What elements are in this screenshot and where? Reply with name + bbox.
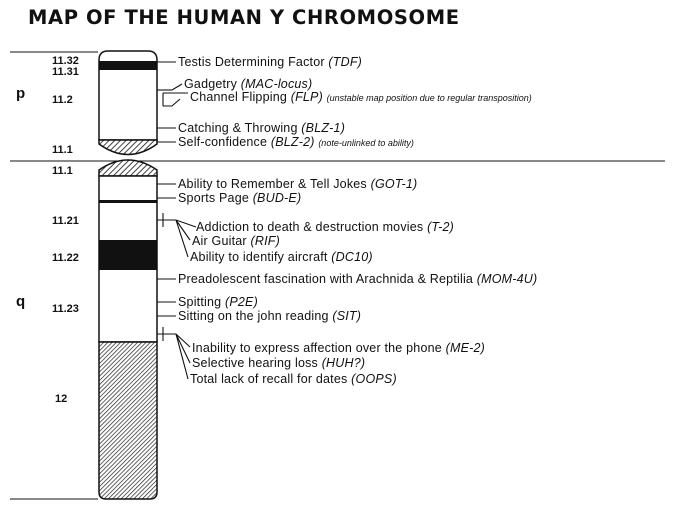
p-arm — [99, 51, 157, 155]
gene-symbol: (OOPS) — [351, 372, 397, 386]
band-label-11-21: 11.21 — [52, 215, 79, 227]
gene-symbol: (ME-2) — [445, 341, 485, 355]
gene-note: (unstable map position due to regular transposition) — [326, 93, 532, 103]
band-q12-hatched — [99, 342, 157, 499]
gene-name: Catching & Throwing — [178, 121, 298, 135]
band-label-11-2: 11.2 — [52, 94, 73, 106]
band-label-11-22: 11.22 — [52, 252, 79, 264]
band-label-11-1-q: 11.1 — [52, 165, 73, 177]
band-label-12: 12 — [55, 393, 68, 405]
band-p11-1-hatched — [99, 140, 157, 155]
band-label-11-32: 11.32 — [52, 55, 79, 67]
gene-note: (note-unlinked to ability) — [318, 138, 414, 148]
gene-symbol: (FLP) — [290, 90, 323, 104]
gene-leader-lines — [157, 62, 196, 379]
gene-name: Preadolescent fascination with Arachnida & Reptilia — [178, 272, 474, 286]
gene-name: Ability to identify aircraft — [190, 250, 328, 264]
gene-name: Gadgetry — [184, 77, 238, 91]
gene-name: Selective hearing loss — [192, 356, 318, 370]
gene-label — [178, 135, 414, 150]
gene-name: Total lack of recall for dates — [190, 372, 348, 386]
gene-symbol: (SIT) — [332, 309, 362, 323]
gene-label — [190, 250, 373, 264]
gene-label — [178, 309, 361, 323]
gene-name: Testis Determining Factor — [178, 55, 325, 69]
q-arm — [99, 160, 157, 499]
gene-name: Ability to Remember & Tell Jokes — [178, 177, 367, 191]
band-p11-32-dark — [99, 61, 157, 70]
gene-symbol: (DC10) — [331, 250, 373, 264]
band-q11-22-dark — [99, 240, 157, 270]
gene-name: Addiction to death & destruction movies — [196, 220, 424, 234]
gene-symbol: (HUH?) — [321, 356, 366, 370]
band-q11-21-stripe — [99, 200, 157, 203]
gene-label — [190, 372, 397, 386]
gene-name: Sitting on the john reading — [178, 309, 329, 323]
gene-label — [178, 55, 362, 69]
gene-name: Inability to express affection over the phone — [192, 341, 442, 355]
gene-name: Self-confidence — [178, 135, 268, 149]
gene-label — [178, 295, 258, 309]
gene-symbol: (T-2) — [427, 220, 454, 234]
gene-symbol: (BUD-E) — [252, 191, 302, 205]
gene-name: Spitting — [178, 295, 222, 309]
gene-label — [178, 177, 417, 191]
gene-name: Air Guitar — [192, 234, 247, 248]
gene-label — [192, 341, 485, 355]
gene-name: Channel Flipping — [190, 90, 288, 104]
gene-label — [190, 90, 532, 105]
gene-label — [196, 220, 454, 234]
band-q11-1-hatched — [99, 160, 157, 176]
p-arm-label: p — [16, 85, 26, 102]
gene-label — [178, 191, 301, 205]
gene-symbol: (BLZ-2) — [270, 135, 315, 149]
gene-label — [178, 272, 537, 286]
gene-symbol: (TDF) — [328, 55, 363, 69]
gene-symbol: (BLZ-1) — [301, 121, 346, 135]
gene-label — [192, 356, 365, 370]
gene-symbol: (GOT-1) — [370, 177, 418, 191]
gene-label — [192, 234, 280, 248]
page-title: MAP OF THE HUMAN Y CHROMOSOME — [28, 6, 460, 29]
gene-symbol: (P2E) — [224, 295, 258, 309]
gene-label — [178, 121, 345, 135]
gene-symbol: (RIF) — [250, 234, 280, 248]
gene-symbol: (MOM-4U) — [476, 272, 538, 286]
gene-name: Sports Page — [178, 191, 249, 205]
gene-symbol: (MAC-locus) — [240, 77, 313, 91]
gene-label — [184, 77, 312, 91]
band-label-11-1-p: 11.1 — [52, 144, 73, 156]
band-label-11-31: 11.31 — [52, 66, 79, 78]
band-label-11-23: 11.23 — [52, 303, 79, 315]
q-arm-label: q — [16, 293, 26, 310]
